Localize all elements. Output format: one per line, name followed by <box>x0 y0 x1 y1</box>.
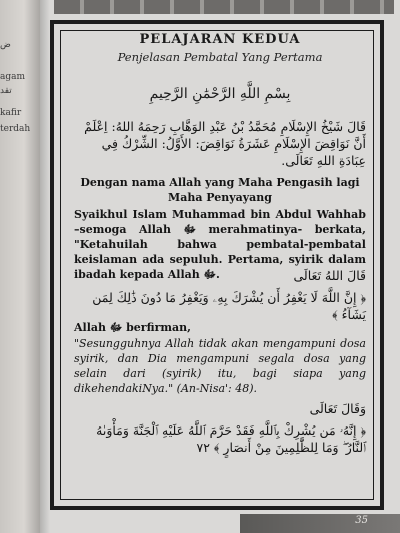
left-page-fragment: ﺽ <box>0 40 11 50</box>
left-page-fragment: ﺗﻘﺪ <box>0 86 12 96</box>
left-page-edge <box>0 0 40 533</box>
translation-intro: Syaikhul Islam Muhammad bin Abdul Wahhab –semoga Allah ﷻ merahmatinya- berkata, "Ketahuilah bahwa pembatal-pembatal keislaman ada sepuluh. Pertama, syirik dalam ibadah kepada Allah ﷻ. <box>74 208 366 281</box>
footer-band <box>240 514 400 533</box>
arabic-waqala: وَقَالَ تَعَالَى <box>309 401 366 416</box>
page-number: 35 <box>355 515 368 526</box>
quran-verse-1: ﴿ إِنَّ اللَّهَ لَا يَغْفِرُ أَن يُشْرَكَ بِهِۦ وَيَغْفِرُ مَا دُونَ ذَٰلِكَ لِمَن يَشَآءُ ﴾ <box>92 290 366 322</box>
left-page-fragment: terdah <box>0 124 31 134</box>
page-title: PELAJARAN KEDUA <box>139 32 301 47</box>
arabic-qala: قَالَ اللهُ تَعَالَى <box>293 268 366 283</box>
page-subtitle: Penjelasan Pembatal Yang Pertama <box>117 50 323 64</box>
book-page <box>40 0 400 533</box>
arabic-intro: قَالَ شَيْخُ الإِسْلَامِ مُحَمَّدُ بْنُ عَبْدِ الوَهَّابِ رَحِمَهُ اللهُ: اِعْلَمْ أَنَّ نَوَاقِضَ الإِسْلَامِ عَشَرَةُ نَوَاقِضَ: الأَوَّلُ: الشِّرْكُ فِي عِبَادَةِ اللهِ تَعَالَى. <box>84 119 366 168</box>
left-page-fragment: agam <box>0 72 26 82</box>
bismillah-translation: Dengan nama Allah yang Maha Pengasih lagi Maha Penyayang <box>80 176 360 204</box>
verse-1-translation: "Sesungguhnya Allah tidak akan mengampuni dosa syirik, dan Dia mengampuni segala dosa yang selain dari (syirik) itu, bagi siapa yang dikehendakiNya." (An-Nisa': 48). <box>74 337 366 395</box>
quran-verse-2: ﴿ إِنَّهُۥ مَن يُشْرِكْ بِٱللَّهِ فَقَدْ حَرَّمَ ٱللَّهُ عَلَيْهِ ٱلْجَنَّةَ وَمَأْوَىٰهُ ٱلنَّارُ ۖ وَمَا لِلظَّٰلِمِينَ مِنْ أَنصَارٍ ﴾ ٧٢ <box>96 423 366 455</box>
allah-berfirman: Allah ﷻ berfirman, <box>74 321 191 334</box>
left-page-fragment: kafir <box>0 108 22 118</box>
basmalah-calligraphy: بِسْمِ اللَّهِ الرَّحْمَٰنِ الرَّحِيمِ <box>149 86 291 102</box>
top-ornament <box>54 0 394 14</box>
spine-shadow <box>40 0 50 533</box>
